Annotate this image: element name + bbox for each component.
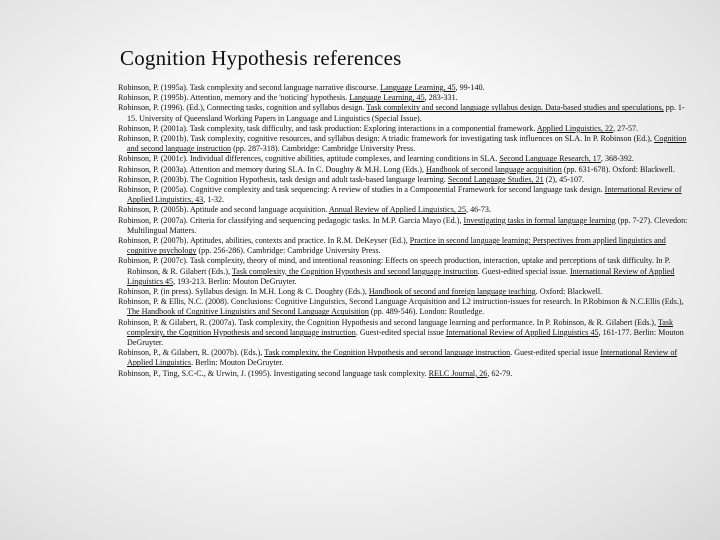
- reference-source-title: International Review of Applied Linguistics: [127, 348, 678, 368]
- reference-text: Robinson, P. (1995b). Attention, memory and the 'noticing' hypothesis.: [118, 93, 350, 103]
- reference-text: Robinson, P. (1995a). Task complexity and second language narrative discourse.: [118, 83, 381, 92]
- reference-text: (2), 45-107.: [543, 174, 585, 184]
- reference-text: Robinson, P., Ting, S.C-C., & Urwin, J. (1995). Investigating second language task complexity.: [118, 368, 429, 378]
- reference-text: , 368-392.: [600, 154, 634, 164]
- reference-text: , 283-331.: [424, 93, 458, 103]
- reference-text: . Guest-edited special issue: [355, 327, 446, 337]
- reference-text: Robinson, P., & Gilabert, R. (2007b). (Eds.),: [118, 348, 265, 358]
- reference-text: (pp. 489-546). London: Routledge.: [368, 307, 485, 317]
- reference-entry: [118, 318, 693, 349]
- reference-text: (pp. 287-318). Cambridge: Cambridge University Press.: [231, 144, 416, 154]
- reference-source-title: Task complexity, the Cognition Hypothesis and second language instruction: [264, 348, 511, 358]
- reference-entry: [118, 297, 693, 317]
- reference-entry: [118, 205, 693, 215]
- reference-source-title: International Review of Applied Linguistics, 43: [127, 185, 682, 205]
- reference-source-title: Language Learning, 45: [349, 93, 425, 103]
- reference-entry: [118, 175, 693, 185]
- reference-text: , 62-79.: [487, 368, 513, 378]
- reference-text: , 1-32.: [203, 195, 225, 205]
- reference-text: Robinson, P. (2005b). Aptitude and second language acquisition.: [118, 205, 329, 215]
- reference-text: Robinson, P. (2001c). Individual differences, cognitive abilities, aptitude complexes, and learning conditions in SLA.: [118, 154, 500, 164]
- reference-source-title: Cognition and second language instruction: [127, 134, 687, 154]
- reference-source-title: Second Language Research, 17: [499, 154, 601, 164]
- reference-source-title: Applied Linguistics, 22: [536, 123, 614, 133]
- reference-entry: [118, 154, 693, 164]
- reference-source-title: Handbook of second language acquisition: [426, 164, 562, 174]
- reference-entry: [118, 256, 693, 287]
- reference-source-title: Second Language Studies, 21: [447, 174, 544, 184]
- reference-source-title: RELC Journal, 26: [428, 368, 488, 378]
- reference-text: Robinson, P. (1996). (Ed.), Connecting tasks, cognition and syllabus design.: [118, 103, 367, 113]
- reference-text: Robinson, P. (2001a). Task complexity, task difficulty, and task production: Exploring interactions in a componential framework.: [118, 123, 537, 133]
- reference-text: pp. 1-15. University of Queensland Working Papers in Language and Linguistics (Special Issue).: [127, 103, 685, 123]
- reference-source-title: International Review of Applied Linguistics 45: [445, 327, 599, 337]
- reference-text: . Guest-edited special issue: [510, 348, 601, 358]
- reference-text: Robinson, P. & Ellis, N.C. (2008). Conclusions: Cognitive Linguistics, Second Language Acquisition and L2 instruction-issues for research. In P.Robinson & N.C.Ellis (Eds.),: [118, 297, 684, 307]
- reference-text: Robinson, P. (2005a). Cognitive complexity and task sequencing: A review of studies in a Componential Framework for second language task design.: [118, 185, 605, 195]
- reference-text: , 27-57.: [613, 123, 639, 133]
- reference-text: Robinson, P. & Gilabert, R. (2007a). Task complexity, the Cognition Hypothesis and second language learning and performance. In P. Robinson, & R. Gilabert (Eds.),: [118, 317, 658, 327]
- reference-entry: [118, 93, 693, 103]
- reference-source-title: Practice in second language learning: Perspectives from applied linguistics and cognitive psychology: [127, 236, 666, 256]
- reference-text: (pp. 7-27). Clevedon: Multilingual Matters.: [127, 215, 688, 235]
- reference-source-title: Task complexity and second language syllabus design. Data-based studies and speculations,: [366, 103, 664, 113]
- reference-text: Robinson, P. (2007a). Criteria for classifying and sequencing pedagogic tasks. In M.P. Garcia Mayo (Ed.),: [118, 215, 464, 225]
- reference-text: . Guest-edited special issue.: [477, 266, 570, 276]
- reference-entry: [118, 348, 693, 368]
- reference-text: . Berlin: Mouton DeGruyter.: [191, 358, 284, 368]
- reference-text: . Oxford: Blackwell.: [535, 287, 603, 297]
- reference-text: Robinson, P. (2007b). Aptitudes, abilities, contexts and practice. In R.M. DeKeyser (Ed.),: [118, 236, 410, 246]
- reference-entry: [118, 287, 693, 297]
- reference-source-title: Task complexity, the Cognition Hypothesis and second language instruction: [127, 317, 674, 337]
- reference-entry: [118, 369, 693, 379]
- reference-text: Robinson, P. (2003a). Attention and memory during SLA. In C. Doughty & M.H. Long (Eds.),: [118, 164, 426, 174]
- reference-text: , 193-213. Berlin: Mouton DeGruyter.: [173, 276, 297, 286]
- reference-source-title: Investigating tasks in formal language learning: [463, 215, 616, 225]
- reference-entry: [118, 165, 693, 175]
- reference-entry: [118, 216, 693, 236]
- reference-source-title: The Handbook of Cognitive Linguistics and Second Language Acquisition: [127, 307, 369, 317]
- reference-entry: [118, 124, 693, 134]
- reference-text: , 46-73.: [466, 205, 491, 215]
- reference-list: [118, 83, 693, 379]
- reference-text: (pp. 256-286). Cambridge: Cambridge University Press.: [196, 246, 381, 256]
- reference-source-title: International Review of Applied Linguistics 45: [127, 266, 675, 286]
- reference-text: (pp. 631-678). Oxford: Blackwell.: [561, 164, 675, 174]
- reference-entry: [118, 83, 693, 93]
- reference-text: Robinson, P. (in press). Syllabus design. In M.H. Long & C. Doughty (Eds.),: [118, 287, 369, 297]
- reference-source-title: Task complexity, the Cognition Hypothesis and second language instruction: [231, 266, 478, 276]
- reference-source-title: Handbook of second and foreign language teaching: [368, 287, 536, 297]
- reference-source-title: Annual Review of Applied Linguistics, 25: [328, 205, 467, 215]
- reference-source-title: Language Learning, 45: [380, 83, 456, 92]
- reference-text: , 99-140.: [455, 83, 485, 92]
- reference-entry: [118, 236, 693, 256]
- reference-entry: [118, 185, 693, 205]
- reference-entry: [118, 103, 693, 123]
- reference-text: Robinson, P. (2001b). Task complexity, cognitive resources, and syllabus design: A triadic framework for investigating task influences on SLA. In P. Robinson (Ed.),: [118, 134, 655, 144]
- reference-text: , 161-177. Berlin: Mouton DeGruyter.: [127, 327, 684, 348]
- reference-text: Robinson, P. (2007c). Task complexity, theory of mind, and intentional reasoning: Effects on speech production, interaction, uptake and perceptions of task difficulty. In P. Robinson, & R. Gilabert (Eds.),: [118, 256, 671, 276]
- reference-text: Robinson, P. (2003b). The Cognition Hypothesis, task design and adult task-based language learning.: [118, 174, 448, 184]
- slide-title: Cognition Hypothesis references: [120, 46, 402, 70]
- reference-entry: [118, 134, 693, 154]
